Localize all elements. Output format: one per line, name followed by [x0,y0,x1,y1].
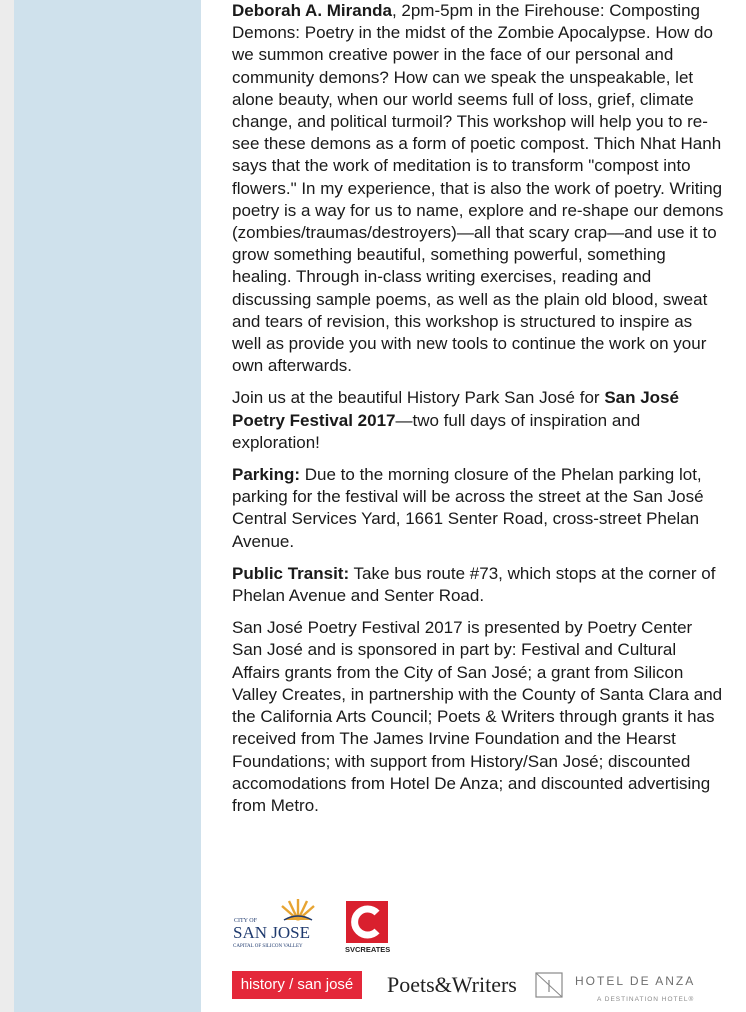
hotel-de-anza-logo[interactable] [535,968,705,1002]
parking-paragraph [232,464,726,553]
transit-label: Public Transit: [232,563,350,583]
sj-name: SAN JOSE [233,923,310,942]
festival-name: San José Poetry Festival 2017 [232,388,679,430]
hotel-de-anza-mark-icon [535,972,563,998]
transit-text: Take bus route #73, which stops at the corner of Phelan Avenue and Senter Road. [232,563,716,606]
miranda-text: , 2pm-5pm in the Firehouse: Composting Demons: Poetry in the midst of the Zombie Apocalypse. How do we summon creative power in the face of our personal and community demons? How can we speak the unspeakable, let alone beauty, when our world seems full of loss, grief, climate change, and political turmoil? This workshop will help you to re-see these demons as a form of poetic compost. Thich Nhat Hanh says that the work of meditation is to transform "compost into flowers." In my experience, that is also the work of poetry. Writing poetry is a way for us to name, explore and re-shape our demons (zombies/traumas/destroyers)—all that scary crap—and use it to grow something beautiful, something powerful, something healing. Through in-class writing exercises, reading and discussing sample poems, as well as the plain old blood, sweat and tears of revision, this workshop is structured to inspire as well as provide you with new tools to continue the work on your own afterwards. [232,1,724,376]
san-jose-logo[interactable] [232,898,322,954]
left-margin [0,0,14,1012]
join-text: Join us at the beautiful History Park San José for [232,388,605,408]
sidebar-column [14,0,201,1012]
sj-tagline: CAPITAL OF SILICON VALLEY [233,944,303,949]
sv-creates-logo[interactable] [344,901,390,954]
parking-label: Parking: [232,465,301,485]
hotel-de-anza-tagline: A DESTINATION HOTEL® [597,996,695,1003]
sv-creates-text: SVCREATES [345,945,390,954]
poets-writers-logo[interactable]: Poets&Writers [387,972,517,997]
hotel-de-anza-name: HOTEL DE ANZA [575,974,696,988]
sun-icon [282,899,314,920]
article-content [201,0,746,1012]
sponsor-paragraph: San José Poetry Festival 2017 is presented by Poetry Center San José and is sponsored in part by: Festival and Cultural Affairs grants from the City of San José; a grant from Silicon Valley Creates, in partnership with the County of Santa Clara and the California Arts Council; Poets & Writers through grants it has received from The James Irvine Foundation and the Hearst Foundations; with support from History/San José; discounted accomodations from Hotel De Anza; and discounted advertising from Metro. [232,618,723,815]
join-text-end: —two full days of inspiration and exploration! [232,410,641,452]
join-paragraph [232,387,726,454]
miranda-name: Deborah A. Miranda [232,1,392,20]
parking-text: Due to the morning closure of the Phelan parking lot, parking for the festival will be across the street at the San José Central Services Yard, 1661 Senter Road, cross-street Phelan Avenue. [232,465,704,551]
logo-row-top [232,898,432,954]
logo-row-bottom [232,966,732,1006]
miranda-paragraph [232,0,726,377]
sj-city-of: CITY OF [234,918,257,924]
history-san-jose-logo[interactable]: history / san josé [232,971,362,999]
transit-paragraph [232,563,726,607]
